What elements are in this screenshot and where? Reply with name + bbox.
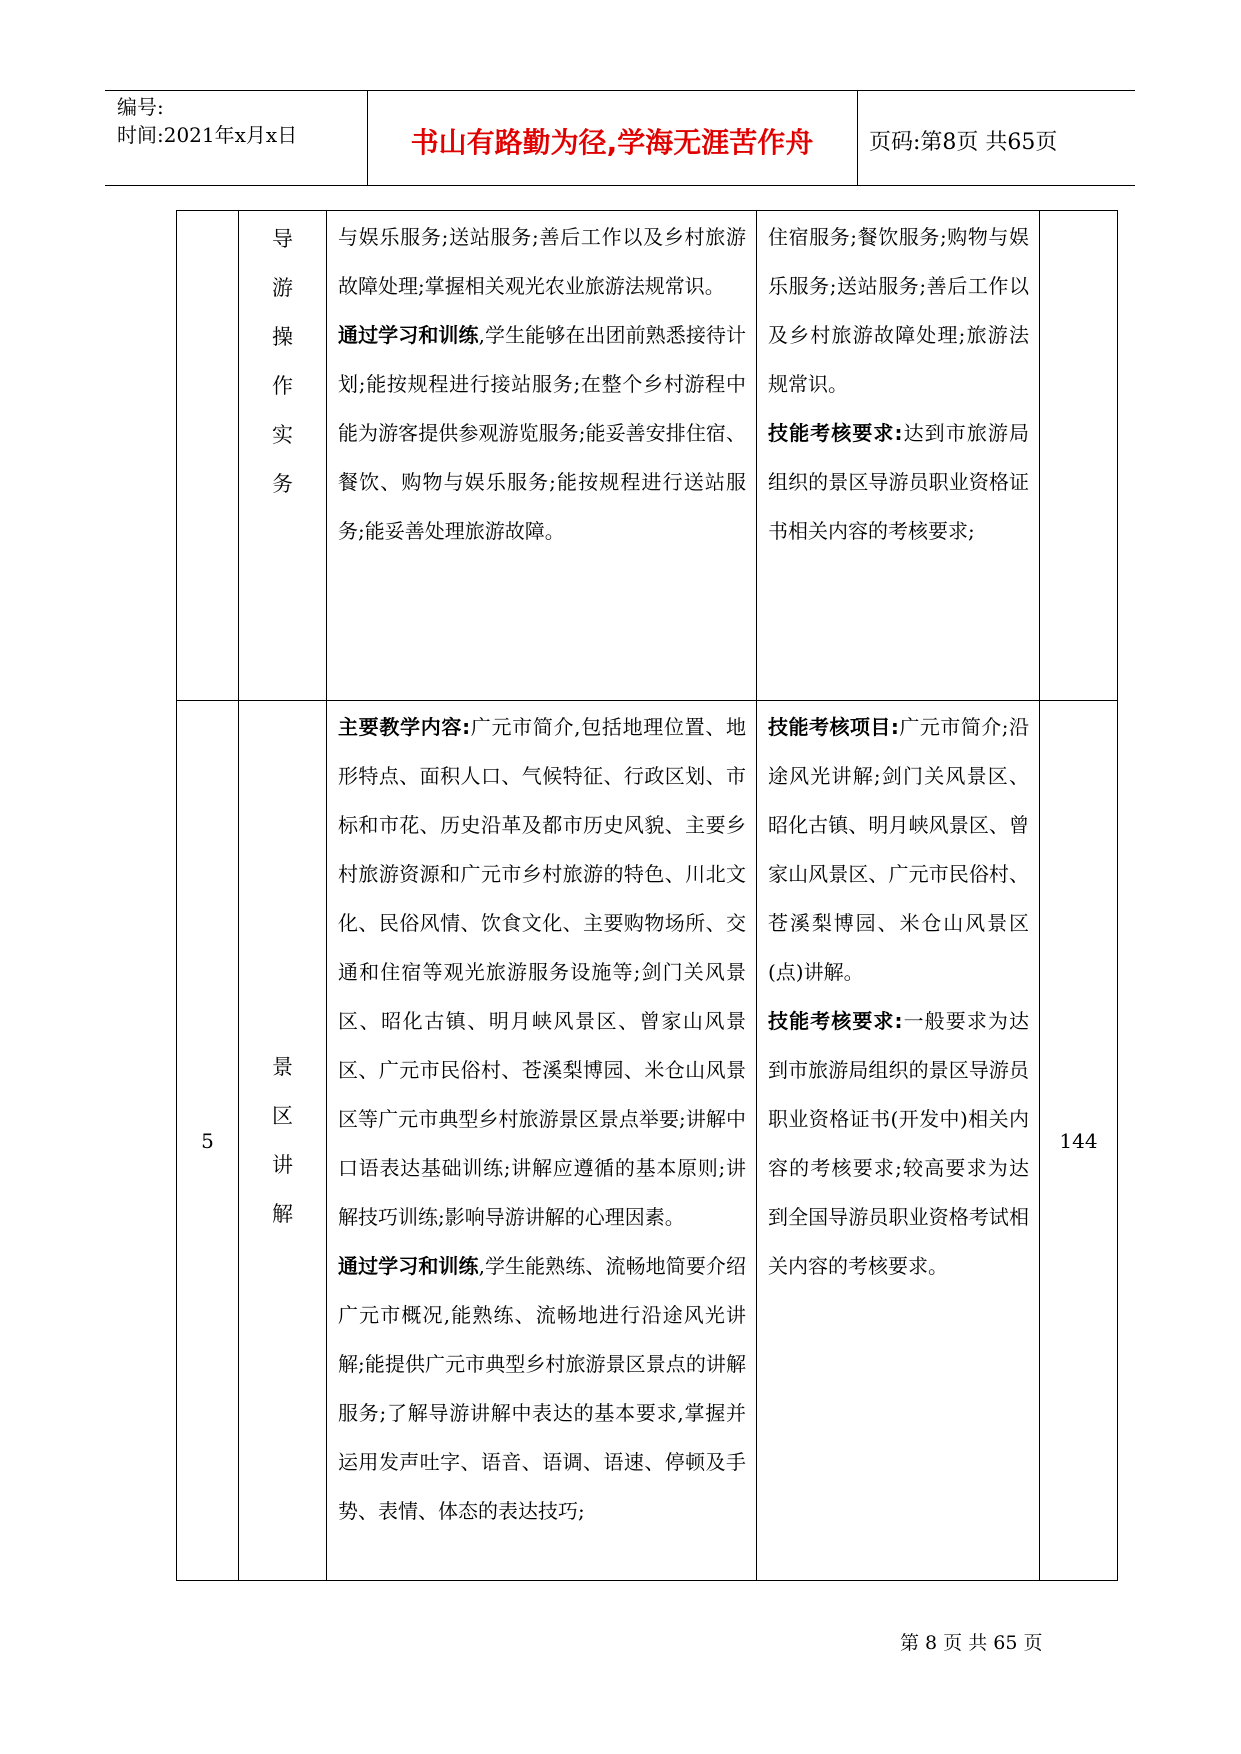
hours-cell: 144 xyxy=(1040,701,1118,1581)
header-divider xyxy=(857,91,858,185)
assessment-cell xyxy=(757,701,1040,1581)
document-number-label: 编号: xyxy=(117,95,164,119)
hours-cell xyxy=(1040,211,1118,701)
row-number xyxy=(177,211,239,701)
module-name-cell xyxy=(239,211,327,701)
content-paragraph: 通过学习和训练,学生能够在出团前熟悉接待计划;能按规程进行接站服务;在整个乡村游程中能为游客提供参观游览服务;能妥善安排住宿、餐饮、购物与娱乐服务;能按规程进行送站服务;能妥善处理旅游故障。 xyxy=(338,323,747,543)
content-paragraph: 主要教学内容:广元市简介,包括地理位置、地形特点、面积人口、气候特征、行政区划、市标和市花、历史沿革及都市历史风貌、主要乡村旅游资源和广元市乡村旅游的特色、川北文化、民俗风情、饮食文化、主要购物场所、交通和住宿等观光旅游服务设施等;剑门关风景区、昭化古镇、明月峡风景区、曾家山风景区、广元市民俗村、苍溪梨博园、米仓山风景区等广元市典型乡村旅游景区景点举要;讲解中口语表达基础训练;讲解应遵循的基本原则;讲解技巧训练;影响导游讲解的心理因素。 xyxy=(338,715,746,1229)
assessment-paragraph: 技能考核要求:达到市旅游局组织的景区导游员职业资格证书相关内容的考核要求; xyxy=(768,421,1029,543)
document-time-label: 时间:2021年x月x日 xyxy=(117,123,298,147)
module-name: 导游操作实务 xyxy=(272,227,293,496)
content-paragraph: 通过学习和训练,学生能熟练、流畅地简要介绍广元市概况,能熟练、流畅地进行沿途风光讲解;能提供广元市典型乡村旅游景区景点的讲解服务;了解导游讲解中表达的基本要求,掌握并运用发声吐字、语音、语调、语速、停顿及手势、表情、体态的表达技巧; xyxy=(338,1254,747,1523)
row-number: 5 xyxy=(177,701,239,1581)
teaching-content-cell xyxy=(327,701,757,1581)
header-meta xyxy=(117,93,367,149)
table-row xyxy=(177,701,1118,1581)
header-page-info: 页码:第8页 共65页 xyxy=(869,130,1058,155)
header-motto: 书山有路勤为径,学海无涯苦作舟 xyxy=(410,126,814,159)
module-name: 景区讲解 xyxy=(272,1054,293,1226)
assessment-cell xyxy=(757,211,1040,701)
table-row xyxy=(177,211,1118,701)
assessment-paragraph: 技能考核要求:一般要求为达到市旅游局组织的景区导游员职业资格证书(开发中)相关内容的考核要求;较高要求为达到全国导游员职业资格考试相关内容的考核要求。 xyxy=(768,1009,1029,1278)
assessment-paragraph: 住宿服务;餐饮服务;购物与娱乐服务;送站服务;善后工作以及乡村旅游故障处理;旅游法规常识。 xyxy=(768,225,1029,396)
page-header xyxy=(105,90,1135,186)
page-footer: 第 8 页 共 65 页 xyxy=(900,1632,1043,1654)
assessment-paragraph: 技能考核项目:广元市简介;沿途风光讲解;剑门关风景区、昭化古镇、明月峡风景区、曾家山风景区、广元市民俗村、苍溪梨博园、米仓山风景区(点)讲解。 xyxy=(768,715,1029,984)
content-paragraph: 与娱乐服务;送站服务;善后工作以及乡村旅游故障处理;掌握相关观光农业旅游法规常识。 xyxy=(338,225,746,298)
module-name-cell xyxy=(239,701,327,1581)
curriculum-table xyxy=(176,210,1118,1581)
teaching-content-cell xyxy=(327,211,757,701)
